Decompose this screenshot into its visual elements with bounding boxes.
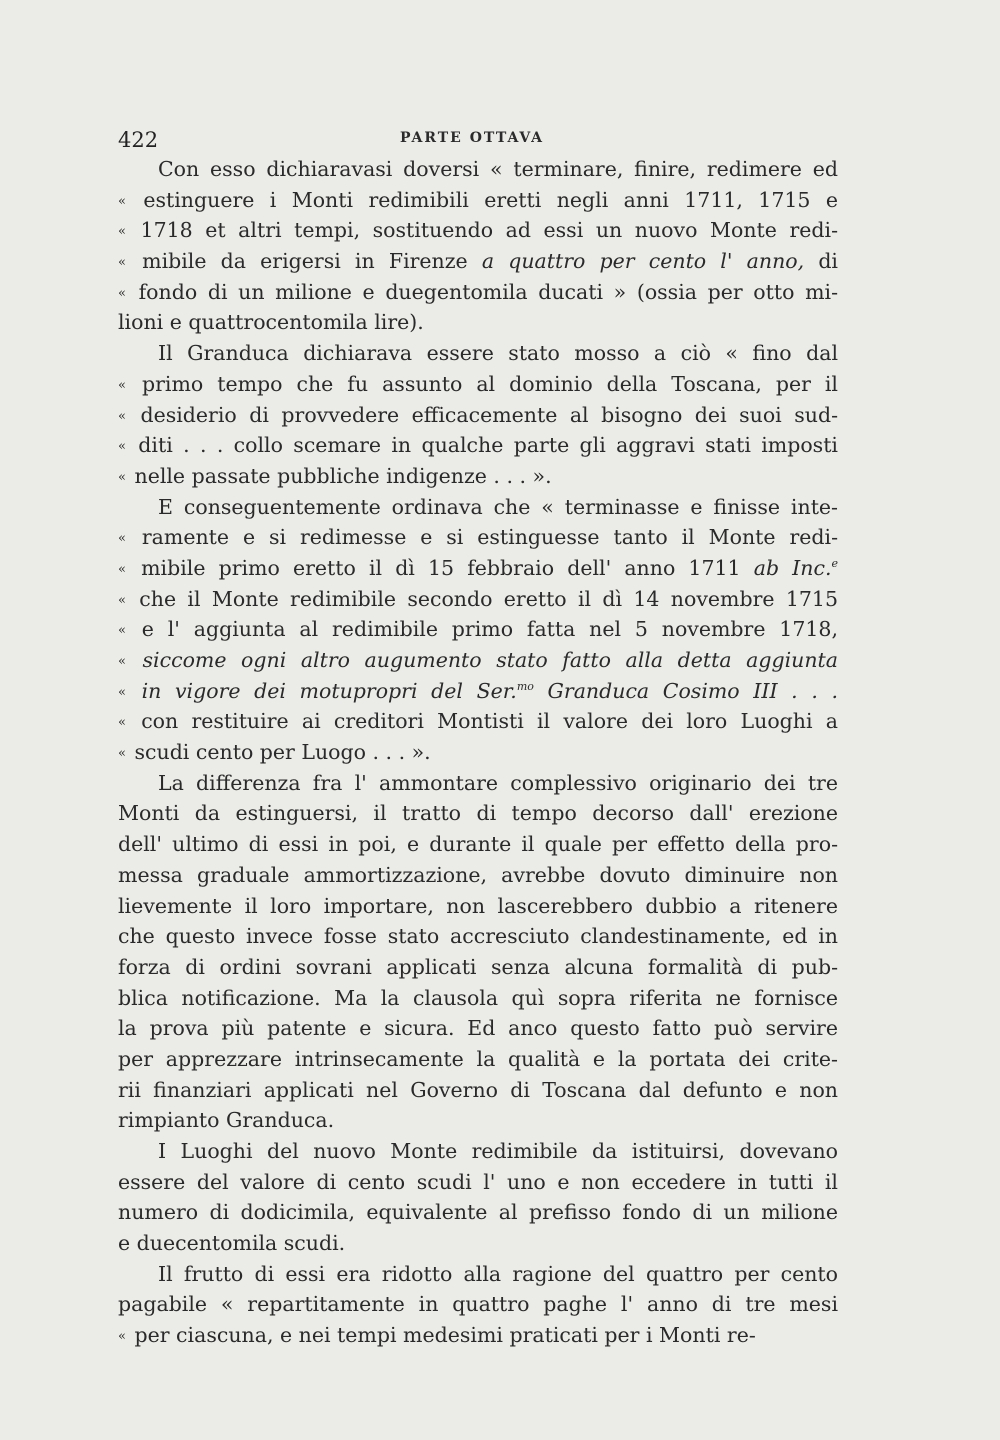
text-line: « estinguere i Monti redimibili eretti negli anni 1711, 1715 e <box>118 187 838 212</box>
text-line: « per ciascuna, e nei tempi medesimi praticati per i Monti re- <box>118 1323 756 1348</box>
page-number: 422 <box>118 128 159 152</box>
text-line: « che il Monte redimibile secondo eretto il dì 14 novembre 1715 <box>118 586 838 611</box>
text-line: rimpianto Granduca. <box>118 1108 335 1133</box>
text-line: la prova più patente e sicura. Ed anco questo fatto può servire <box>118 1016 838 1041</box>
text-line: Il frutto di essi era ridotto alla ragione del quattro per cento <box>158 1261 838 1286</box>
text-line: « fondo di un milione e duegentomila ducati » (ossia per otto mi- <box>118 279 838 304</box>
text-line: lioni e quattrocentomila lire). <box>118 310 424 335</box>
text-line: « nelle passate pubbliche indigenze . . . ». <box>118 463 552 488</box>
text-line: « mibile da erigersi in Firenze a quattro per cento l' anno, di <box>118 249 838 274</box>
text-line: « mibile primo eretto il dì 15 febbraio dell' anno 1711 ab Inc.$^e$ <box>118 555 838 580</box>
text-line: rii finanziari applicati nel Governo di Toscana dal defunto e non <box>118 1077 838 1102</box>
text-line: Il Granduca dichiarava essere stato mosso a ciò « fino dal <box>158 341 838 366</box>
text-line: essere del valore di cento scudi l' uno e non eccedere in tutti il <box>118 1169 838 1194</box>
text-line: dell' ultimo di essi in poi, e durante il quale per effetto della pro- <box>118 832 838 857</box>
text-line: « ramente e si redimesse e si estinguesse tanto il Monte redi- <box>118 525 838 550</box>
text-line: « diti . . . collo scemare in qualche parte gli aggravi stati imposti <box>118 433 838 458</box>
text-line: blica notificazione. Ma la clausola quì sopra riferita ne fornisce <box>118 985 838 1010</box>
text-line: « scudi cento per Luogo . . . ». <box>118 740 431 765</box>
text-line: E conseguentemente ordinava che « terminasse e finisse inte- <box>158 494 838 519</box>
running-title: PARTE OTTAVA <box>400 130 544 146</box>
text-line: « desiderio di provvedere efficacemente al bisogno dei suoi sud- <box>118 402 838 427</box>
text-line: Con esso dichiaravasi doversi « terminare, finire, redimere ed <box>158 157 838 181</box>
text-line: Monti da estinguersi, il tratto di tempo decorso dall' erezione <box>118 801 838 826</box>
text-line: e duecentomila scudi. <box>118 1231 346 1256</box>
text-line: « siccome ogni altro augumento stato fatto alla detta aggiunta <box>118 648 838 672</box>
text-line: La differenza fra l' ammontare complessivo originario dei tre <box>158 770 838 795</box>
text-line: « e l' aggiunta al redimibile primo fatta nel 5 novembre 1718, <box>118 617 838 642</box>
text-line: « 1718 et altri tempi, sostituendo ad essi un nuovo Monte redi- <box>118 218 838 243</box>
text-line: messa graduale ammortizzazione, avrebbe dovuto diminuire non <box>118 862 838 887</box>
text-line: « primo tempo che fu assunto al dominio della Toscana, per il <box>118 371 838 396</box>
text-line: che questo invece fosse stato accresciuto clandestinamente, ed in <box>118 924 838 949</box>
text-line: forza di ordini sovrani applicati senza alcuna formalità di pub- <box>118 954 838 979</box>
text-line: lievemente il loro importare, non lascerebbero dubbio a ritenere <box>118 893 838 918</box>
text-line: per apprezzare intrinsecamente la qualità e la portata dei crite- <box>118 1046 838 1071</box>
text-line: « con restituire ai creditori Montisti il valore dei loro Luoghi a <box>118 709 838 734</box>
text-line: pagabile « repartitamente in quattro paghe l' anno di tre mesi <box>118 1292 838 1317</box>
body-text <box>118 154 838 1351</box>
text-line: I Luoghi del nuovo Monte redimibile da istituirsi, dovevano <box>158 1139 838 1163</box>
text-line: « in vigore dei motupropri del Ser.$^{mo}$ Granduca Cosimo III . . . <box>118 678 838 703</box>
text-line: numero di dodicimila, equivalente al prefisso fondo di un milione <box>118 1200 838 1225</box>
